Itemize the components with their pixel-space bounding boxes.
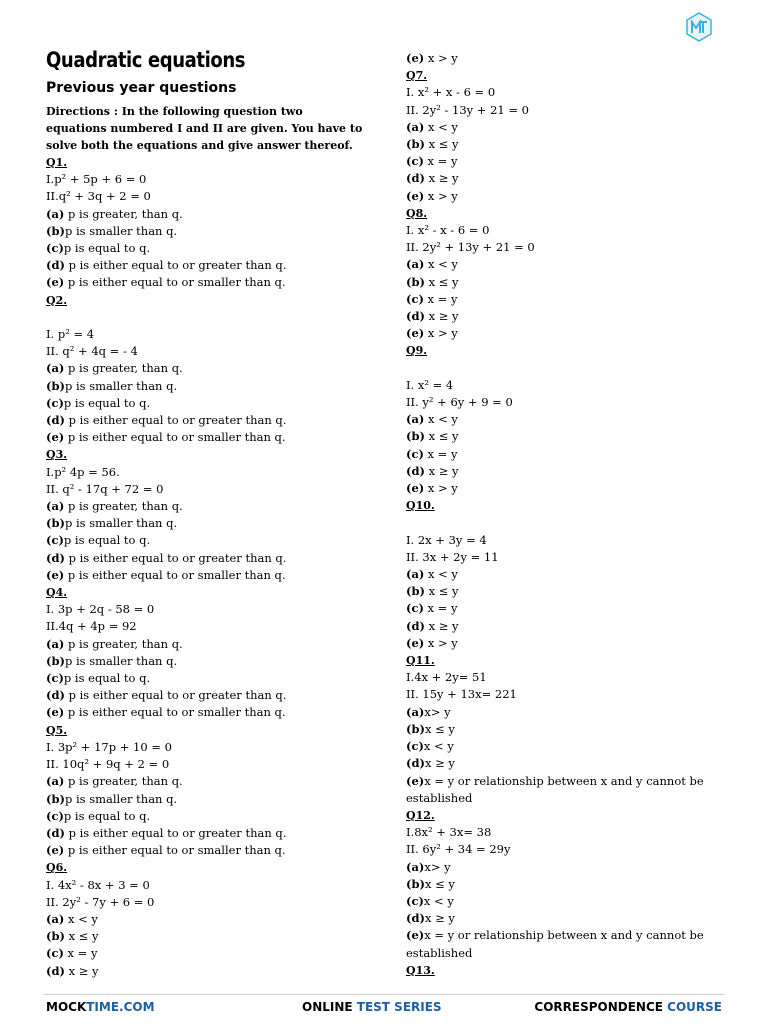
- option-text: p is either equal to or greater than q.: [64, 550, 287, 565]
- option-text: p is equal to q.: [63, 671, 151, 686]
- answer-option: [406, 274, 736, 291]
- option-label: (a): [46, 911, 65, 926]
- equation: II. 2y² - 7y + 6 = 0: [46, 894, 155, 909]
- spacer: [406, 360, 736, 377]
- option-label: (b): [406, 721, 425, 736]
- option-text: x < y: [424, 257, 458, 272]
- footer-site-b: TIME.COM: [86, 1000, 155, 1014]
- answer-option: [46, 378, 376, 395]
- option-text: x = y or relationship between x and y cannot be established: [406, 773, 704, 805]
- option-label: (e): [46, 567, 65, 582]
- option-label: (e): [46, 843, 65, 858]
- question-number: Q4.: [46, 586, 68, 600]
- option-label: (c): [406, 601, 424, 616]
- question-number: Q9.: [406, 344, 428, 358]
- page-title: Quadratic equations: [46, 48, 246, 72]
- answer-option: [406, 153, 736, 170]
- question-number: Q2.: [46, 293, 68, 307]
- option-text: p is smaller than q.: [64, 791, 178, 806]
- answer-option: [406, 773, 736, 807]
- footer-right-b: COURSE: [667, 1000, 722, 1014]
- question-number: Q10.: [406, 499, 435, 513]
- option-label: (a): [406, 704, 425, 719]
- equation: I. 3p + 2q - 58 = 0: [46, 602, 155, 617]
- option-label: (c): [406, 291, 424, 306]
- answer-option: [46, 791, 376, 808]
- question-number: Q1.: [46, 156, 68, 169]
- option-text: x = y or relationship between x and y cannot be established: [406, 928, 704, 960]
- option-label: (c): [46, 533, 64, 548]
- option-text: p is equal to q.: [63, 241, 151, 256]
- right-column: [406, 50, 736, 979]
- footer-online-test-series: [302, 1000, 442, 1014]
- option-text: x = y: [423, 601, 458, 616]
- option-text: p is either equal to or greater than q.: [64, 688, 287, 703]
- equation: II. 2y² - 13y + 21 = 0: [406, 102, 529, 117]
- equation: II. 6y² + 34 = 29y: [406, 842, 511, 857]
- option-text: x ≤ y: [424, 137, 459, 152]
- option-text: x ≥ y: [64, 963, 99, 978]
- option-text: x < y: [423, 893, 454, 908]
- option-label: (b): [406, 429, 425, 444]
- option-text: x = y: [423, 291, 458, 306]
- question-number: Q8.: [406, 206, 428, 220]
- option-text: x ≤ y: [424, 429, 459, 444]
- footer-site: [46, 1000, 155, 1014]
- option-label: (b): [46, 378, 65, 393]
- equation: II. 2y² + 13y + 21 = 0: [406, 240, 535, 255]
- answer-option: [46, 928, 376, 945]
- answer-option: [406, 876, 736, 893]
- answer-option: [46, 532, 376, 549]
- option-label: (d): [46, 550, 65, 565]
- question-number: Q12.: [406, 808, 435, 822]
- option-text: p is equal to q.: [63, 395, 151, 410]
- answer-option: [406, 480, 736, 497]
- answer-option: [46, 257, 376, 274]
- equation: II. q² + 4q = - 4: [46, 344, 138, 359]
- option-text: p is greater, than q.: [64, 774, 183, 789]
- answer-option: [46, 206, 376, 223]
- answer-option: [46, 687, 376, 704]
- option-text: p is equal to q.: [63, 533, 151, 548]
- option-label: (e): [46, 705, 65, 720]
- option-text: p is greater, than q.: [64, 361, 183, 376]
- answer-option: [46, 945, 376, 962]
- answer-option: [46, 515, 376, 532]
- option-label: (e): [46, 430, 65, 445]
- option-text: p is equal to q.: [63, 808, 151, 823]
- equation: I.p² 4p = 56.: [46, 464, 120, 479]
- option-text: x ≥ y: [424, 618, 459, 633]
- option-text: x < y: [424, 567, 458, 582]
- option-text: p is greater, than q.: [64, 206, 183, 221]
- option-label: (a): [46, 361, 65, 376]
- answer-option: [46, 412, 376, 429]
- option-label: (c): [46, 241, 64, 256]
- option-label: (b): [46, 791, 65, 806]
- answer-option: [406, 910, 736, 927]
- answer-option: [46, 360, 376, 377]
- question-number: Q6.: [46, 861, 68, 875]
- option-text: x > y: [424, 51, 458, 65]
- answer-option: [46, 704, 376, 721]
- option-label: (d): [406, 171, 425, 186]
- question-number: Q7.: [406, 69, 428, 83]
- answer-option: [46, 825, 376, 842]
- answer-option: [46, 963, 376, 980]
- option-text: p is either equal to or smaller than q.: [64, 567, 286, 582]
- option-text: x ≤ y: [64, 929, 99, 944]
- option-text: p is smaller than q.: [64, 378, 178, 393]
- answer-option: [406, 859, 736, 876]
- mocktime-logo-icon: [684, 12, 714, 42]
- option-text: x > y: [424, 188, 458, 203]
- option-label: (c): [46, 946, 64, 961]
- answer-option: [406, 119, 736, 136]
- option-text: x = y: [423, 446, 458, 461]
- footer-divider: [44, 994, 724, 995]
- answer-option: [406, 188, 736, 205]
- answer-option: [406, 291, 736, 308]
- footer: [0, 992, 768, 1024]
- answer-option: [406, 50, 736, 67]
- equation: I.p² + 5p + 6 = 0: [46, 172, 147, 187]
- answer-option: [406, 256, 736, 273]
- footer-site-a: MOCK: [46, 1000, 87, 1014]
- answer-option: [406, 893, 736, 910]
- option-label: (e): [406, 326, 425, 341]
- option-label: (c): [406, 154, 424, 169]
- option-label: (e): [406, 481, 425, 496]
- answer-option: [406, 927, 736, 961]
- equation: II.q² + 3q + 2 = 0: [46, 189, 151, 204]
- answer-option: [406, 170, 736, 187]
- answer-option: [46, 670, 376, 687]
- option-text: x> y: [424, 704, 451, 719]
- spacer: [46, 309, 376, 326]
- equation: I. x² + x - 6 = 0: [406, 85, 496, 100]
- answer-option: [406, 136, 736, 153]
- option-text: x < y: [424, 119, 458, 134]
- equation: I. 3p² + 17p + 10 = 0: [46, 739, 172, 754]
- equation: I. x² - x - 6 = 0: [406, 223, 490, 238]
- option-text: x ≤ y: [424, 274, 459, 289]
- option-text: p is either equal to or greater than q.: [64, 413, 287, 428]
- option-text: x < y: [424, 412, 458, 427]
- equation: II. 15y + 13x= 221: [406, 687, 517, 702]
- option-label: (d): [46, 258, 65, 273]
- answer-option: [46, 240, 376, 257]
- option-label: (a): [46, 499, 65, 514]
- answer-option: [406, 308, 736, 325]
- option-label: (e): [46, 275, 65, 290]
- option-text: x > y: [424, 481, 458, 496]
- answer-option: [46, 567, 376, 584]
- answer-option: [406, 566, 736, 583]
- option-text: x ≥ y: [424, 171, 459, 186]
- option-label: (d): [406, 463, 425, 478]
- option-text: p is either equal to or smaller than q.: [64, 843, 286, 858]
- option-label: (c): [406, 446, 424, 461]
- directions-text: Directions : In the following question two equations numbered I and II are given. You have to solve both the equations and give answer thereof.: [46, 105, 363, 152]
- answer-option: [406, 325, 736, 342]
- option-label: (e): [406, 51, 425, 65]
- option-text: p is smaller than q.: [64, 653, 178, 668]
- option-text: x ≤ y: [424, 721, 455, 736]
- option-label: (d): [406, 309, 425, 324]
- option-label: (b): [406, 274, 425, 289]
- option-label: (d): [406, 911, 425, 926]
- option-text: x ≥ y: [424, 309, 459, 324]
- option-text: x ≤ y: [424, 876, 455, 891]
- question-number: Q3.: [46, 448, 68, 462]
- answer-option: [46, 395, 376, 412]
- answer-option: [46, 653, 376, 670]
- answer-option: [406, 738, 736, 755]
- equation: I. x² = 4: [406, 377, 454, 392]
- equation: I. 4x² - 8x + 3 = 0: [46, 877, 150, 892]
- option-label: (a): [406, 119, 425, 134]
- footer-mid-b: TEST SERIES: [356, 1000, 442, 1014]
- equation: II.4q + 4p = 92: [46, 619, 137, 634]
- answer-option: [406, 635, 736, 652]
- option-label: (c): [406, 739, 424, 754]
- option-label: (d): [406, 756, 425, 771]
- answer-option: [46, 429, 376, 446]
- option-label: (a): [406, 257, 425, 272]
- answer-option: [406, 411, 736, 428]
- answer-option: [46, 808, 376, 825]
- footer-right-a: CORRESPONDENCE: [534, 1000, 668, 1014]
- answer-option: [46, 550, 376, 567]
- option-label: (a): [46, 206, 65, 221]
- option-text: p is either equal to or greater than q.: [64, 825, 287, 840]
- equation: II. 3x + 2y = 11: [406, 549, 499, 564]
- answer-option: [406, 618, 736, 635]
- equation: II. y² + 6y + 9 = 0: [406, 395, 513, 410]
- equation: I. 2x + 3y = 4: [406, 532, 487, 547]
- option-text: x = y: [423, 154, 458, 169]
- option-text: p is either equal to or smaller than q.: [64, 430, 286, 445]
- option-label: (e): [406, 928, 425, 943]
- equation: II. q² - 17q + 72 = 0: [46, 481, 164, 496]
- answer-option: [406, 721, 736, 738]
- option-label: (c): [46, 671, 64, 686]
- answer-option: [406, 583, 736, 600]
- option-text: p is smaller than q.: [64, 223, 178, 238]
- option-text: p is greater, than q.: [64, 636, 183, 651]
- answer-option: [46, 911, 376, 928]
- option-label: (b): [406, 876, 425, 891]
- option-label: (a): [46, 774, 65, 789]
- option-text: p is either equal to or smaller than q.: [64, 275, 286, 290]
- option-text: x ≥ y: [424, 911, 455, 926]
- equation: I.4x + 2y= 51: [406, 670, 487, 685]
- option-text: x = y: [63, 946, 98, 961]
- footer-mid-a: ONLINE: [302, 1000, 357, 1014]
- option-text: x < y: [64, 911, 98, 926]
- page-subtitle: Previous year questions: [46, 80, 237, 96]
- option-label: (b): [46, 516, 65, 531]
- option-text: x> y: [424, 859, 451, 874]
- answer-option: [406, 446, 736, 463]
- option-label: (d): [46, 825, 65, 840]
- option-text: x ≥ y: [424, 463, 459, 478]
- option-text: p is either equal to or smaller than q.: [64, 705, 286, 720]
- option-label: (a): [406, 567, 425, 582]
- option-label: (a): [46, 636, 65, 651]
- option-label: (c): [406, 893, 424, 908]
- answer-option: [406, 704, 736, 721]
- option-label: (e): [406, 188, 425, 203]
- spacer: [406, 514, 736, 531]
- option-label: (b): [46, 653, 65, 668]
- answer-option: [46, 773, 376, 790]
- answer-option: [46, 498, 376, 515]
- option-label: (e): [406, 635, 425, 650]
- option-text: p is either equal to or greater than q.: [64, 258, 287, 273]
- answer-option: [46, 223, 376, 240]
- option-text: p is greater, than q.: [64, 499, 183, 514]
- option-text: x > y: [424, 326, 458, 341]
- option-label: (d): [46, 688, 65, 703]
- option-label: (d): [406, 618, 425, 633]
- answer-option: [46, 636, 376, 653]
- equation: I.8x² + 3x= 38: [406, 825, 492, 840]
- option-label: (d): [46, 963, 65, 978]
- option-label: (b): [46, 929, 65, 944]
- question-number: Q5.: [46, 723, 68, 737]
- answer-option: [46, 842, 376, 859]
- answer-option: [406, 463, 736, 480]
- answer-option: [406, 600, 736, 617]
- option-text: x ≤ y: [424, 584, 459, 599]
- answer-option: [406, 755, 736, 772]
- option-label: (b): [406, 584, 425, 599]
- option-text: x ≥ y: [424, 756, 455, 771]
- option-label: (b): [406, 137, 425, 152]
- footer-correspondence-course: [534, 1000, 722, 1014]
- equation: II. 10q² + 9q + 2 = 0: [46, 757, 170, 772]
- equation: I. p² = 4: [46, 327, 95, 342]
- answer-option: [46, 274, 376, 291]
- answer-option: [406, 428, 736, 445]
- option-label: (c): [46, 808, 64, 823]
- option-text: x < y: [423, 739, 454, 754]
- left-column: [46, 154, 376, 980]
- option-label: (a): [406, 859, 425, 874]
- option-label: (d): [46, 413, 65, 428]
- option-text: x > y: [424, 635, 458, 650]
- option-label: (b): [46, 223, 65, 238]
- option-label: (c): [46, 395, 64, 410]
- question-number: Q11.: [406, 654, 435, 668]
- question-number: Q13.: [406, 963, 435, 977]
- option-label: (e): [406, 773, 425, 788]
- option-label: (a): [406, 412, 425, 427]
- option-text: p is smaller than q.: [64, 516, 178, 531]
